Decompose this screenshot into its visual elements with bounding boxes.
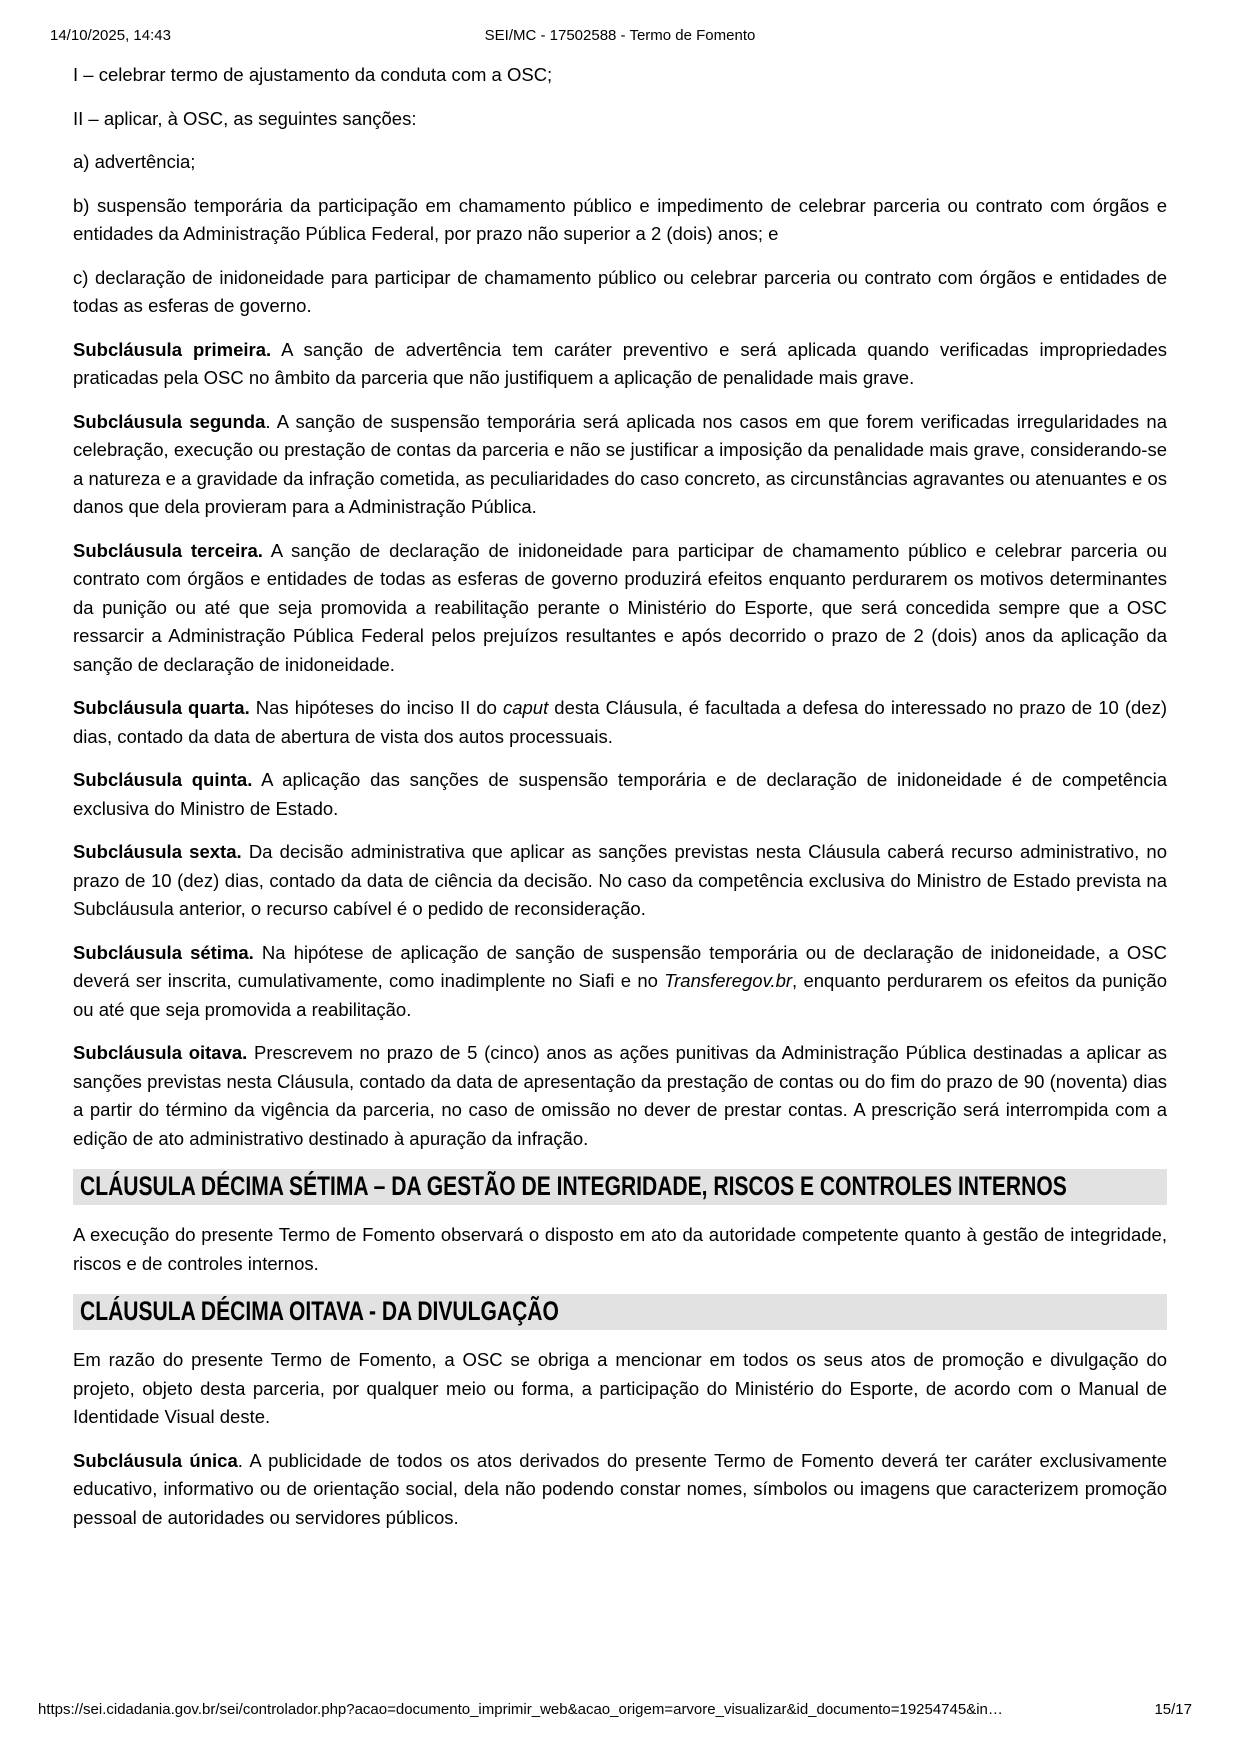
- paragraph-integridade: A execução do presente Termo de Fomento observará o disposto em ato da autoridade competente quanto à gestão de integridade, riscos e de controles internos.: [73, 1224, 1167, 1274]
- clause-heading-text: CLÁUSULA DÉCIMA OITAVA - DA DIVULGAÇÃO: [80, 1296, 559, 1326]
- subclausula-quinta: [73, 766, 1167, 823]
- subclause-label: Subcláusula sexta.: [73, 841, 242, 862]
- footer-url: https://sei.cidadania.gov.br/sei/controlador.php?acao=documento_imprimir_web&acao_origem=arvore_visualizar&id_documento=19254745&in…: [38, 1701, 1003, 1718]
- subclause-text: desta Cláusula, é facultada a defesa do interessado no prazo de 10 (dez) dias, contado da data de abertura de vista dos autos processuais.: [73, 697, 1167, 747]
- subclause-label: Subcláusula quarta.: [73, 697, 250, 718]
- alinea-c: c) declaração de inidoneidade para participar de chamamento público ou celebrar parceria ou contrato com órgãos e entidades de todas as esferas de governo.: [73, 266, 1167, 316]
- subclause-label: Subcláusula quinta.: [73, 769, 253, 790]
- page-indicator: 15/17: [1154, 1701, 1192, 1718]
- italic-term-caput: caput: [502, 697, 549, 718]
- clause-heading-decima-oitava: [73, 1294, 1167, 1330]
- subclausula-oitava: [73, 1039, 1167, 1153]
- clause-heading-text: CLÁUSULA DÉCIMA SÉTIMA – DA GESTÃO DE INTEGRIDADE, RISCOS E CONTROLES INTERNOS: [80, 1171, 1067, 1201]
- subclause-label: Subcláusula terceira.: [73, 539, 263, 561]
- subclause-text: A sanção de advertência tem caráter preventivo e será aplicada quando verificadas impropriedades praticadas pela OSC no âmbito da parceria que não justifiquem a aplicação de penalidade mais grave.: [73, 338, 1167, 388]
- print-datetime: 14/10/2025, 14:43: [50, 27, 171, 44]
- print-footer: [38, 1701, 1192, 1718]
- subclausula-quarta: [73, 694, 1167, 751]
- subclausula-setima: [73, 939, 1167, 1025]
- document-title: SEI/MC - 17502588 - Termo de Fomento: [484, 27, 756, 44]
- italic-term-transferegov: Transferegov.br: [664, 970, 793, 991]
- paragraph-divulgacao: Em razão do presente Termo de Fomento, a OSC se obriga a mencionar em todos os seus atos de promoção e divulgação do projeto, objeto desta parceria, por qualquer meio ou forma, a participação do Ministério do Esporte, de acordo com o Manual de Identidade Visual deste.: [73, 1349, 1167, 1427]
- subclausula-unica: [73, 1447, 1167, 1533]
- subclause-label: Subcláusula sétima.: [73, 941, 254, 963]
- inciso-i: I – celebrar termo de ajustamento da conduta com a OSC;: [73, 64, 553, 85]
- subclausula-sexta: [73, 838, 1167, 924]
- subclausula-segunda: [73, 408, 1167, 522]
- subclause-label: Subcláusula única: [73, 1449, 238, 1471]
- inciso-ii: II – aplicar, à OSC, as seguintes sanções:: [73, 107, 417, 129]
- subclause-text: A aplicação das sanções de suspensão temporária e de declaração de inidoneidade é de competência exclusiva do Ministro de Estado.: [73, 769, 1168, 819]
- subclause-text: . A sanção de suspensão temporária será aplicada nos casos em que forem verificadas irregularidades na celebração, execução ou prestação de contas da parceria e não se justificar a imposição da penalidade mais grave, considerando-se a natureza e a gravidade da infração cometida, as peculiaridades do caso concreto, as circunstâncias agravantes ou atenuantes e os danos que dela provieram para a Administração Pública.: [73, 410, 1168, 517]
- clause-heading-decima-setima: [73, 1169, 1167, 1205]
- subclause-text: Na hipótese de aplicação de sanção de suspensão temporária ou de declaração de inidoneidade, a OSC deverá ser inscrita, cumulativamente, como inadimplente no Siafi e no: [73, 941, 1167, 991]
- subclausula-terceira: [73, 537, 1167, 680]
- subclause-label: Subcláusula segunda: [73, 410, 266, 432]
- subclause-label: Subcláusula oitava.: [73, 1042, 248, 1063]
- subclause-text: , enquanto perdurarem os efeitos da punição ou até que seja promovida a reabilitação.: [73, 970, 1167, 1020]
- subclause-text: Prescrevem no prazo de 5 (cinco) anos as ações punitivas da Administração Pública destinadas a aplicar as sanções previstas nesta Cláusula, contado da data de apresentação da prestação de contas ou do fim do prazo de 90 (noventa) dias a partir do término da vigência da parceria, no caso de omissão no dever de prestar contas. A prescrição será interrompida com a edição de ato administrativo destinado à apuração da infração.: [73, 1042, 1167, 1149]
- alinea-a: a) advertência;: [73, 151, 196, 172]
- subclause-text: Da decisão administrativa que aplicar as sanções previstas nesta Cláusula caberá recurso administrativo, no prazo de 10 (dez) dias, contado da data de ciência da decisão. No caso da competência exclusiva do Ministro de Estado prevista na Subcláusula anterior, o recurso cabível é o pedido de reconsideração.: [73, 841, 1167, 919]
- subclause-text: . A publicidade de todos os atos derivados do presente Termo de Fomento deverá ter caráter exclusivamente educativo, informativo ou de orientação social, dela não podendo constar nomes, símbolos ou imagens que caracterizem promoção pessoal de autoridades ou servidores públicos.: [73, 1449, 1167, 1528]
- subclause-text: A sanção de declaração de inidoneidade para participar de chamamento público e celebrar parceria ou contrato com órgãos e entidades de todas as esferas de governo produzirá efeitos enquanto perdurarem os motivos determinantes da punição ou até que seja promovida a reabilitação perante o Ministério do Esporte, que será concedida sempre que a OSC ressarcir a Administração Pública Federal pelos prejuízos resultantes e após decorrido o prazo de 2 (dois) anos da aplicação da sanção de declaração de inidoneidade.: [73, 539, 1167, 675]
- print-header: [50, 27, 1190, 44]
- subclausula-primeira: [73, 336, 1167, 393]
- alinea-b: b) suspensão temporária da participação em chamamento público e impedimento de celebrar parceria ou contrato com órgãos e entidades da Administração Pública Federal, por prazo não superior a 2 (dois) anos; e: [73, 194, 1167, 244]
- document-body: [73, 46, 1167, 1547]
- subclause-label: Subcláusula primeira.: [73, 338, 272, 360]
- subclause-text: Nas hipóteses do inciso II do: [249, 697, 503, 718]
